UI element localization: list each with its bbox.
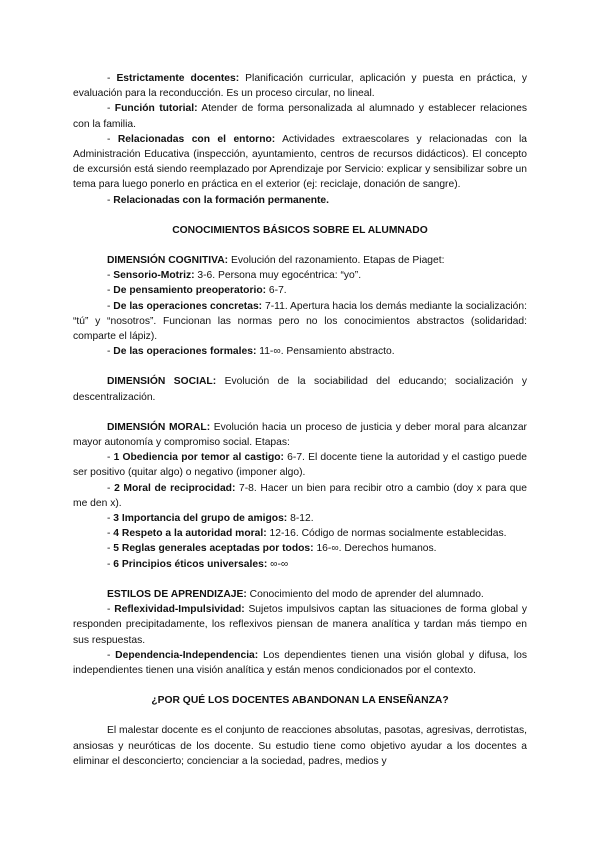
list-item-moral-4: - 4 Respeto a la autoridad moral: 12-16. Código de normas socialmente establecidas.	[107, 528, 507, 540]
document-page	[73, 71, 527, 769]
paragraph-funcion-tutorial: - Función tutorial: Atender de forma personalizada al alumnado y establecer relaciones con la familia.	[73, 103, 528, 130]
paragraph-malestar-docente: El malestar docente es el conjunto de reacciones absolutas, pasotas, agresivas, derrotistas, ansiosas y neuróticas de los docente. Su estudio tiene como objetivo ayudar a los docentes a eliminar el desconcierto; concienciar a la sociedad, padres, medios y	[73, 725, 527, 767]
list-item-sensorio-motriz: - Sensorio-Motriz: 3-6. Persona muy egocéntrica: “yo”.	[107, 270, 362, 282]
paragraph-formacion-permanente: - Relacionadas con la formación permanente.	[107, 194, 330, 206]
paragraph-dimension-cognitiva: DIMENSIÓN COGNITIVA: Evolución del razonamiento. Etapas de Piaget:	[107, 255, 445, 267]
list-item-operaciones-formales: - De las operaciones formales: 11-∞. Pensamiento abstracto.	[107, 346, 395, 358]
section-heading-abandono: ¿POR QUÉ LOS DOCENTES ABANDONAN LA ENSEÑANZA?	[151, 695, 449, 707]
list-item-moral-3: - 3 Importancia del grupo de amigos: 8-12.	[107, 513, 314, 525]
list-item-moral-1: - 1 Obediencia por temor al castigo: 6-7. El docente tiene la autoridad y el castigo puede ser positivo (quitar algo) o negativo (imponer algo).	[73, 452, 527, 479]
section-heading-alumnado: CONOCIMIENTOS BÁSICOS SOBRE EL ALUMNADO	[172, 224, 428, 236]
list-item-reflexividad: - Reflexividad-Impulsividad: Sujetos impulsivos captan las situaciones de forma global y responden precipitadamente, los reflexivos piensan de manera analítica y tardan más tiempo en sus respuestas.	[73, 604, 527, 646]
list-item-dependencia: - Dependencia-Independencia: Los dependientes tienen una visión global y difusa, los independientes tienen una visión analítica y están menos condicionados por el contexto.	[73, 649, 527, 676]
paragraph-estilos-aprendizaje: ESTILOS DE APRENDIZAJE: Conocimiento del modo de aprender del alumnado.	[107, 588, 484, 600]
list-item-moral-5: - 5 Reglas generales aceptadas por todos: 16-∞. Derechos humanos.	[107, 543, 437, 555]
paragraph-entorno: - Relacionadas con el entorno: Actividades extraescolares y relacionadas con la Administración Educativa (inspección, ayuntamiento, centros de recursos didácticos). El concepto de excursión está siendo reemplazado por Aprendizaje por Servicio: explicar y sensibilizar sobre un tema para luego ponerlo en práctica en el exterior (ej: reciclaje, donación de sangre).	[73, 133, 527, 191]
paragraph-dimension-moral: DIMENSIÓN MORAL: Evolución hacia un proceso de justicia y deber moral para alcanzar mayor autonomía y compromiso social. Etapas:	[73, 421, 527, 449]
paragraph-dimension-social: DIMENSIÓN SOCIAL: Evolución de la sociabilidad del educando; socialización y descentralización.	[73, 376, 528, 403]
list-item-operaciones-concretas: - De las operaciones concretas: 7-11. Apertura hacia los demás mediante la socialización: “tú” y “nosotros”. Funcionan las normas pero no los conocimientos abstractos (solidaridad: comparte el lápiz).	[73, 300, 527, 343]
list-item-moral-6: - 6 Principios éticos universales: ∞-∞	[107, 558, 289, 570]
list-item-moral-2: - 2 Moral de reciprocidad: 7-8. Hacer un bien para recibir otro a cambio (doy x para que me den x).	[73, 482, 527, 509]
list-item-preoperatorio: - De pensamiento preoperatorio: 6-7.	[107, 285, 287, 297]
paragraph-estrictamente-docentes: - Estrictamente docentes: Planificación curricular, aplicación y puesta en práctica, y evaluación para la reconducción. Es un proceso circular, no lineal.	[73, 73, 528, 100]
